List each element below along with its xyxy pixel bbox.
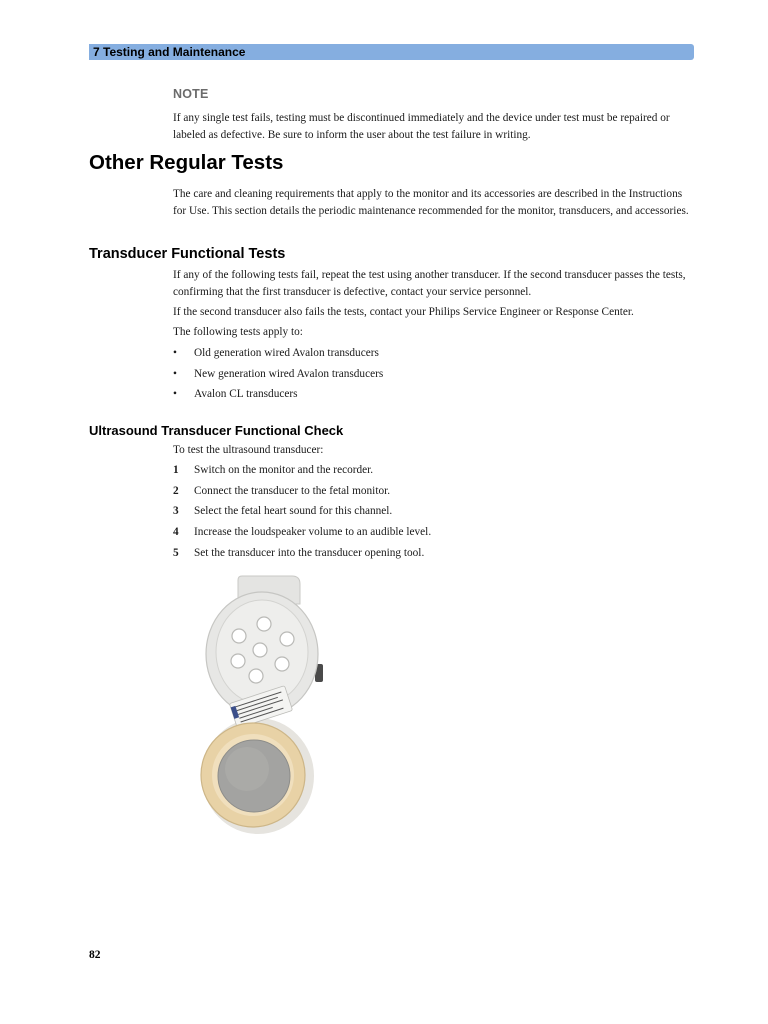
step-item [173, 462, 693, 483]
ultrasound-check-intro: To test the ultrasound transducer: [173, 444, 324, 456]
step-item [173, 503, 693, 524]
section-heading-ultrasound-check: Ultrasound Transducer Functional Check [89, 423, 344, 438]
transducer-tests-para-1: If any of the following tests fail, repeat the test using another transducer. If the second transducer passes the tests, confirming that the first transducer is defective, contact your service personnel. [173, 269, 686, 298]
ultrasound-check-steps [173, 462, 693, 565]
transducer-photo [192, 566, 330, 843]
step-number: 3 [173, 505, 179, 518]
step-item [173, 483, 693, 504]
transducer-tests-para-2: If the second transducer also fails the tests, contact your Philips Service Engineer or Response Center. [173, 306, 634, 318]
list-item [173, 386, 693, 407]
bullet-icon: • [173, 388, 177, 400]
note-text: If any single test fails, testing must be discontinued immediately and the device under test must be repaired or labeled as defective. Be sure to inform the user about the test failure in writing. [173, 112, 670, 141]
step-number: 1 [173, 464, 179, 476]
step-number: 5 [173, 546, 179, 559]
list-item-text: New generation wired Avalon transducers [194, 367, 384, 380]
transducer-tests-para-3: The following tests apply to: [173, 326, 303, 338]
bullet-icon: • [173, 367, 177, 380]
transducer-types-list [173, 345, 693, 407]
step-text: Select the fetal heart sound for this channel. [194, 505, 393, 518]
page-number: 82 [89, 949, 101, 961]
chapter-header-bar [89, 44, 694, 60]
step-text: Increase the loudspeaker volume to an audible level. [194, 526, 432, 539]
step-number: 4 [173, 526, 179, 539]
bullet-icon: • [173, 347, 177, 359]
list-item [173, 366, 693, 387]
step-text: Switch on the monitor and the recorder. [194, 464, 374, 476]
chapter-title: 7 Testing and Maintenance [93, 45, 246, 59]
other-regular-tests-text: The care and cleaning requirements that apply to the monitor and its accessories are described in the Instructions for Use. This section details the periodic maintenance recommended for the monitor, transducers, and accessories. [173, 188, 689, 217]
section-heading-other-regular-tests: Other Regular Tests [89, 151, 284, 174]
transducer-in-opening-tool-image [192, 566, 330, 843]
section-heading-transducer-functional-tests: Transducer Functional Tests [89, 246, 286, 262]
list-item-text: Old generation wired Avalon transducers [194, 347, 379, 359]
step-item [173, 524, 693, 545]
step-number: 2 [173, 484, 179, 497]
list-item [173, 345, 693, 366]
list-item-text: Avalon CL transducers [194, 388, 298, 400]
step-item [173, 545, 693, 566]
step-text: Set the transducer into the transducer opening tool. [194, 546, 425, 559]
step-text: Connect the transducer to the fetal monitor. [194, 484, 391, 497]
note-label: NOTE [173, 87, 209, 101]
